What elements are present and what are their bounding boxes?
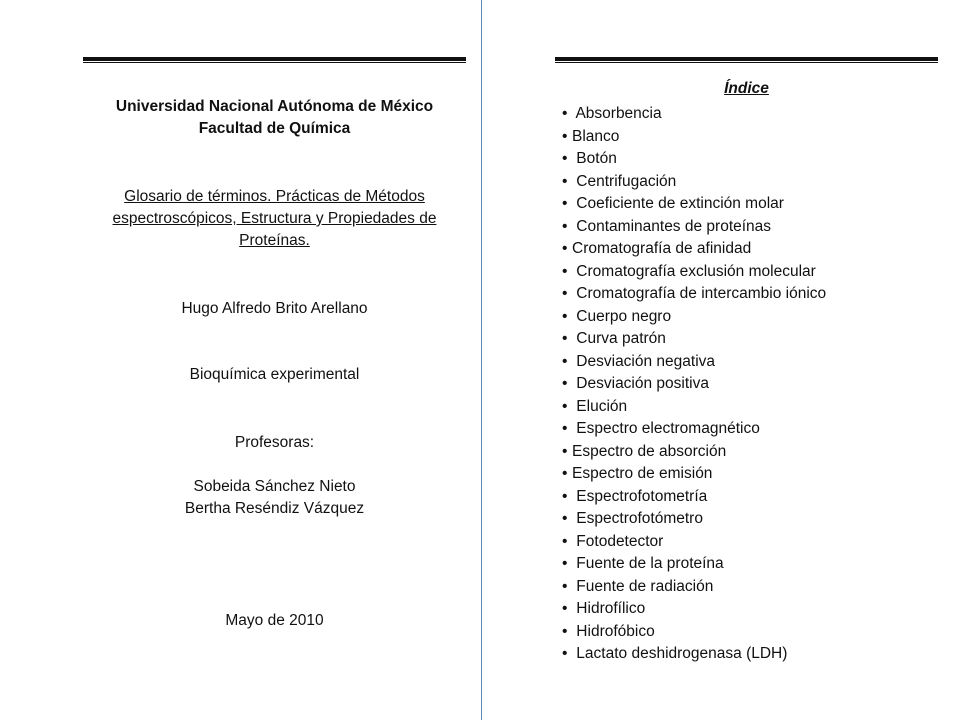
- bullet-icon: •: [562, 307, 568, 325]
- index-item-label: Blanco: [572, 127, 620, 145]
- index-item: [562, 238, 826, 261]
- cover-content: [83, 96, 466, 140]
- index-item: [562, 621, 826, 644]
- teachers-label: Profesoras:: [234, 434, 315, 451]
- title-line: Glosario de términos. Prácticas de Métodos: [124, 188, 425, 205]
- index-item-label: Cromatografía de intercambio iónico: [572, 285, 827, 302]
- index-item-label: Espectrofotómetro: [572, 510, 703, 527]
- course-name: Bioquímica experimental: [189, 366, 360, 383]
- faculty-name: Facultad de Química: [198, 120, 351, 137]
- bullet-icon: •: [562, 510, 568, 527]
- bullet-icon: •: [562, 555, 568, 572]
- bullet-icon: •: [562, 330, 568, 347]
- top-rule: [555, 57, 938, 63]
- index-item-label: Hidrofóbico: [572, 622, 655, 640]
- bullet-icon: •: [562, 420, 568, 437]
- index-item-label: Cuerpo negro: [572, 307, 672, 325]
- bullet-icon: •: [562, 397, 568, 415]
- index-item: [562, 283, 826, 306]
- index-item: [562, 103, 826, 126]
- bullet-icon: •: [562, 240, 568, 257]
- index-item: [562, 148, 826, 171]
- document-date: Mayo de 2010: [225, 612, 324, 629]
- index-item: [562, 373, 826, 396]
- index-item: [562, 486, 826, 509]
- index-item-label: Espectrofotometría: [572, 487, 708, 505]
- bullet-icon: •: [562, 285, 568, 302]
- bullet-icon: •: [562, 487, 568, 505]
- index-item-label: Cromatografía exclusión molecular: [572, 262, 816, 280]
- title-line: Proteínas.: [239, 232, 310, 249]
- index-item: [562, 643, 826, 666]
- bullet-icon: •: [562, 532, 568, 550]
- index-item-label: Espectro de emisión: [572, 465, 713, 482]
- bullet-icon: •: [562, 195, 568, 212]
- index-item-label: Espectro de absorción: [572, 442, 727, 460]
- bullet-icon: •: [562, 465, 568, 482]
- bullet-icon: •: [562, 150, 568, 167]
- index-item: [562, 328, 826, 351]
- index-item-label: Elución: [572, 397, 628, 415]
- index-item: [562, 576, 826, 599]
- index-item: [562, 216, 826, 239]
- university-name: Universidad Nacional Autónoma de México: [115, 98, 434, 115]
- index-item: [562, 418, 826, 441]
- index-item: [562, 531, 826, 554]
- teachers-list: [83, 476, 466, 520]
- index-title: Índice: [724, 80, 769, 97]
- index-item-label: Coeficiente de extinción molar: [572, 195, 784, 212]
- index-item-label: Fuente de la proteína: [572, 555, 724, 572]
- bullet-icon: •: [562, 577, 568, 595]
- index-item-label: Centrifugación: [572, 172, 677, 190]
- title-line: espectroscópicos, Estructura y Propiedades de: [112, 210, 437, 227]
- bullet-icon: •: [562, 217, 568, 235]
- index-item-label: Hidrofílico: [572, 600, 646, 617]
- index-item: [562, 508, 826, 531]
- index-item: [562, 171, 826, 194]
- document-title: [83, 186, 466, 252]
- bullet-icon: •: [562, 442, 568, 460]
- index-item-label: Absorbencia: [572, 105, 662, 122]
- index-item-label: Cromatografía de afinidad: [572, 240, 752, 257]
- index-item-label: Botón: [572, 150, 617, 167]
- index-item: [562, 126, 826, 149]
- index-item: [562, 463, 826, 486]
- bullet-icon: •: [562, 105, 568, 122]
- bullet-icon: •: [562, 622, 568, 640]
- index-item-label: Lactato deshidrogenasa (LDH): [572, 645, 788, 662]
- top-rule: [83, 57, 466, 63]
- index-item: [562, 306, 826, 329]
- index-item: [562, 396, 826, 419]
- bullet-icon: •: [562, 262, 568, 280]
- index-item-label: Fuente de radiación: [572, 577, 714, 595]
- index-item-label: Fotodetector: [572, 532, 664, 550]
- index-item: [562, 598, 826, 621]
- author-name: Hugo Alfredo Brito Arellano: [181, 300, 368, 317]
- index-item: [562, 553, 826, 576]
- bullet-icon: •: [562, 352, 568, 370]
- index-item: [562, 193, 826, 216]
- index-item-label: Desviación positiva: [572, 375, 709, 392]
- index-item-label: Desviación negativa: [572, 352, 716, 370]
- index-item-label: Curva patrón: [572, 330, 666, 347]
- index-item: [562, 351, 826, 374]
- index-list: [562, 103, 826, 666]
- teacher-name: Sobeida Sánchez Nieto: [193, 478, 356, 495]
- bullet-icon: •: [562, 600, 568, 617]
- teacher-name: Bertha Reséndiz Vázquez: [184, 500, 365, 517]
- index-item-label: Contaminantes de proteínas: [572, 217, 772, 235]
- index-page: [482, 0, 960, 720]
- bullet-icon: •: [562, 375, 568, 392]
- index-item: [562, 261, 826, 284]
- bullet-icon: •: [562, 127, 568, 145]
- bullet-icon: •: [562, 645, 568, 662]
- bullet-icon: •: [562, 172, 568, 190]
- index-item: [562, 441, 826, 464]
- index-item-label: Espectro electromagnético: [572, 420, 760, 437]
